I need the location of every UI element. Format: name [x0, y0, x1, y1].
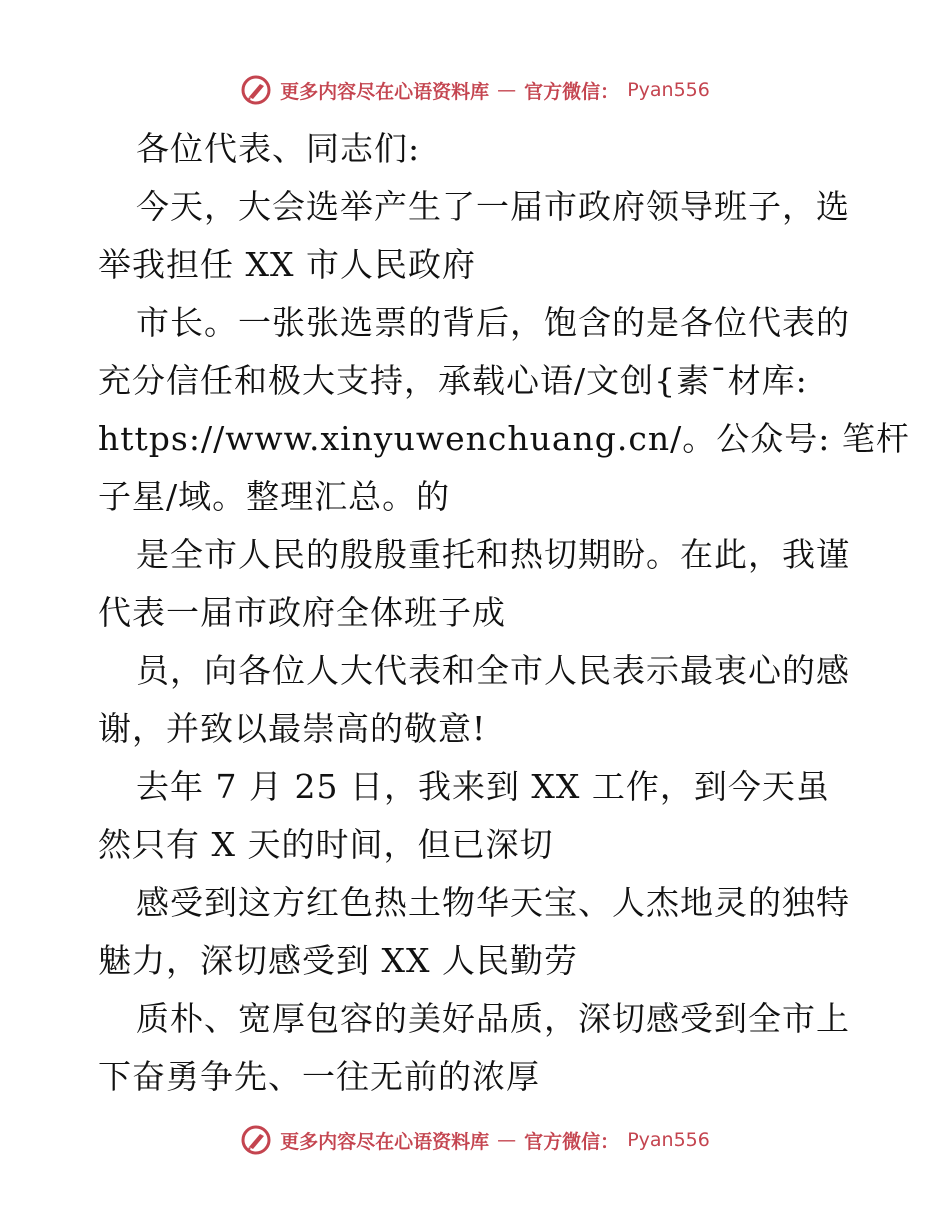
text-line: 子星/域。整理汇总。的 — [98, 477, 451, 516]
banner-sub-text: 官方微信： — [524, 1130, 620, 1153]
text-line: 各位代表、同志们: — [136, 129, 421, 168]
banner-separator: — — [497, 1129, 517, 1151]
banner-main-text: 更多内容尽在心语资料库 — [280, 1130, 490, 1153]
text-line: 今天，大会选举产生了一届市政府领导班子，选 — [136, 187, 850, 226]
banner-separator: — — [497, 79, 517, 101]
banner-sub-text: 官方微信： — [524, 80, 620, 103]
banner-wechat-id: Pyan556 — [627, 79, 710, 101]
text-line: 下奋勇争先、一往无前的浓厚 — [98, 1057, 540, 1096]
text-line: 举我担任 XX 市人民政府 — [98, 245, 476, 284]
pen-logo-icon — [240, 74, 272, 106]
text-line: 市长。一张张选票的背后，饱含的是各位代表的 — [136, 303, 850, 342]
text-line: 员，向各位人大代表和全市人民表示最衷心的感 — [136, 651, 850, 690]
document-body — [98, 120, 910, 1106]
text-line: 谢，并致以最崇高的敬意! — [98, 709, 487, 748]
text-line: https://www.xinyuwenchuang.cn/。公众号: 笔杆 — [98, 419, 910, 458]
banner-wechat-id: Pyan556 — [627, 1129, 710, 1151]
text-line: 去年 7 月 25 日，我来到 XX 工作，到今天虽 — [136, 767, 830, 806]
header-banner — [0, 70, 950, 110]
text-line: 代表一届市政府全体班子成 — [98, 593, 506, 632]
banner-main-text: 更多内容尽在心语资料库 — [280, 80, 490, 103]
footer-banner — [0, 1120, 950, 1160]
text-line: 魅力，深切感受到 XX 人民勤劳 — [98, 941, 578, 980]
text-line: 是全市人民的殷殷重托和热切期盼。在此，我谨 — [136, 535, 850, 574]
pen-logo-icon — [240, 1124, 272, 1156]
text-line: 感受到这方红色热土物华天宝、人杰地灵的独特 — [136, 883, 850, 922]
text-line: 然只有 X 天的时间，但已深切 — [98, 825, 554, 864]
text-line: 质朴、宽厚包容的美好品质，深切感受到全市上 — [136, 999, 850, 1038]
text-line: 充分信任和极大支持，承载心语/文创{素¯材库: — [98, 361, 808, 400]
